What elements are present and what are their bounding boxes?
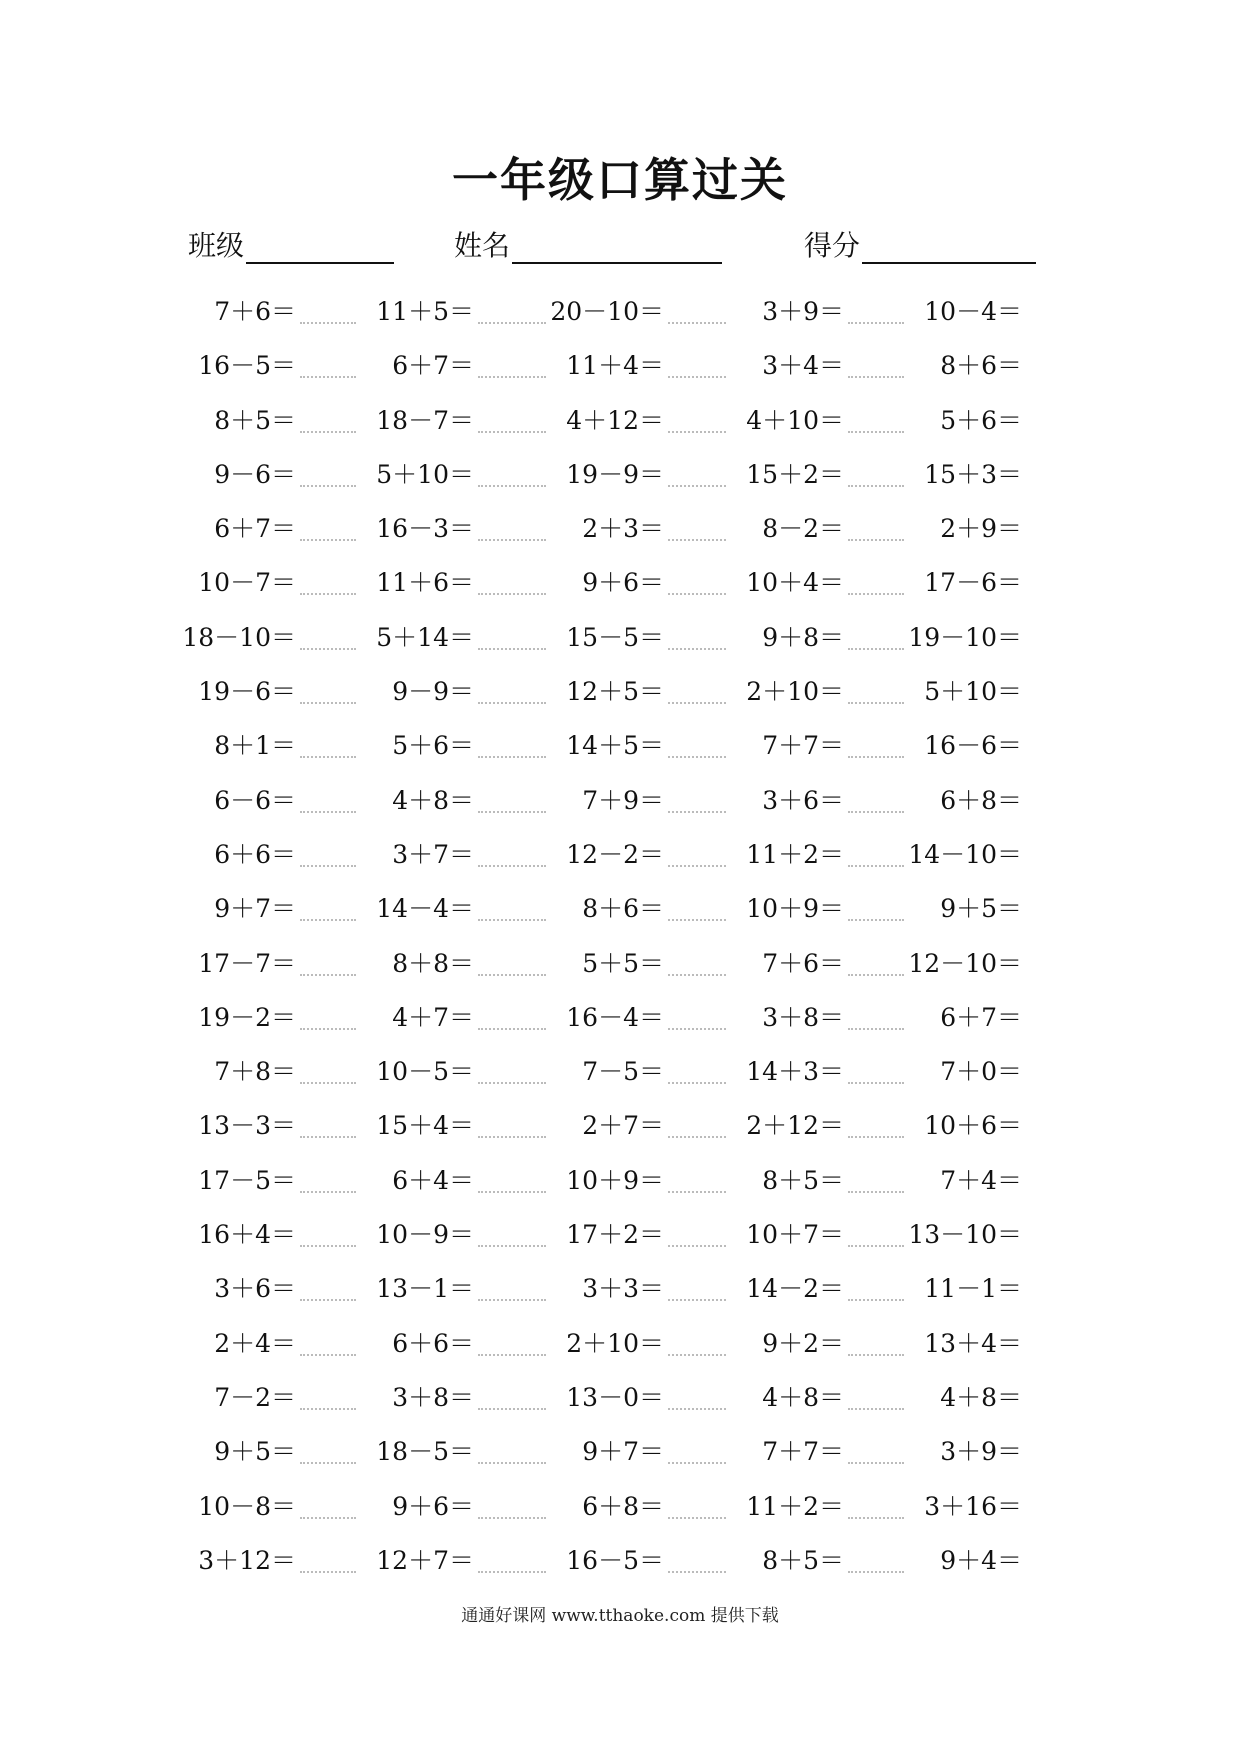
problem-item: 7＋0＝ [940,1057,1022,1087]
answer-dotted-line[interactable] [848,1515,904,1519]
answer-dotted-line[interactable] [668,700,726,704]
problem-item: 15＋2＝ [746,459,844,489]
answer-dotted-line[interactable] [848,1460,904,1464]
problem-item: 8＋5＝ [762,1545,844,1575]
answer-dotted-line[interactable] [668,646,726,650]
answer-dotted-line[interactable] [668,320,726,324]
problem-item: 18－10＝ [182,622,296,652]
problem-item: 19－9＝ [566,459,664,489]
answer-dotted-line[interactable] [300,1080,356,1084]
problem-item: 15＋3＝ [924,459,1022,489]
answer-dotted-line[interactable] [478,591,546,595]
answer-dotted-line[interactable] [848,591,904,595]
problem-item: 15－5＝ [566,622,664,652]
problem-item: 5＋14＝ [376,622,474,652]
problem-item: 10－8＝ [198,1491,296,1521]
problem-item: 17－6＝ [924,568,1022,598]
answer-dotted-line[interactable] [848,700,904,704]
answer-dotted-line[interactable] [668,591,726,595]
problem-item: 4＋12＝ [566,405,664,435]
problem-item: 8－2＝ [762,514,844,544]
answer-dotted-line[interactable] [848,1189,904,1193]
answer-dotted-line[interactable] [300,1297,356,1301]
problem-item: 5＋6＝ [940,405,1022,435]
problem-item: 4＋7＝ [392,1002,474,1032]
answer-dotted-line[interactable] [300,537,356,541]
problem-item: 9＋5＝ [940,894,1022,924]
problem-item: 12＋7＝ [376,1545,474,1575]
answer-dotted-line[interactable] [300,646,356,650]
answer-dotted-line[interactable] [668,1080,726,1084]
answer-dotted-line[interactable] [478,754,546,758]
answer-dotted-line[interactable] [668,1026,726,1030]
problem-row [0,399,1240,453]
answer-dotted-line[interactable] [668,483,726,487]
problem-item: 3＋9＝ [762,297,844,326]
problem-item: 2＋10＝ [746,677,844,707]
problem-item: 8＋5＝ [762,1165,844,1195]
answer-dotted-line[interactable] [478,1026,546,1030]
problem-item: 4＋8＝ [392,785,474,815]
problem-item: 11－1＝ [924,1274,1022,1304]
problem-item: 11＋4＝ [566,351,664,381]
answer-dotted-line[interactable] [300,972,356,976]
page-title: 一年级口算过关 [452,153,788,207]
problem-item: 8＋5＝ [214,405,296,435]
answer-dotted-line[interactable] [848,483,904,487]
problem-item: 12－2＝ [566,839,664,869]
problem-row [0,616,1240,670]
answer-dotted-line[interactable] [300,700,356,704]
problem-row [0,1539,1240,1593]
problem-item: 20－10＝ [550,297,664,326]
problem-item: 10－7＝ [198,568,296,598]
answer-dotted-line[interactable] [668,1134,726,1138]
problem-row [0,1376,1240,1430]
problem-item: 11＋2＝ [746,1491,844,1521]
problem-row [0,942,1240,996]
problem-item: 17－7＝ [198,948,296,978]
problem-item: 18－5＝ [376,1437,474,1467]
problem-item: 16－5＝ [198,351,296,381]
answer-dotted-line[interactable] [668,754,726,758]
answer-dotted-line[interactable] [848,429,904,433]
answer-dotted-line[interactable] [478,537,546,541]
problem-item: 6＋6＝ [392,1328,474,1358]
problem-item: 19－6＝ [198,677,296,707]
problem-grid [0,290,1240,1593]
problem-item: 7－5＝ [582,1057,664,1087]
problem-item: 4＋8＝ [762,1382,844,1412]
problem-item: 3＋6＝ [762,785,844,815]
problem-item: 13－10＝ [908,1220,1022,1250]
problem-item: 9＋4＝ [940,1545,1022,1575]
answer-dotted-line[interactable] [300,591,356,595]
class-label: 班级 [188,229,245,262]
answer-dotted-line[interactable] [300,1243,356,1247]
answer-dotted-line[interactable] [848,1297,904,1301]
problem-item: 10＋6＝ [924,1111,1022,1141]
answer-dotted-line[interactable] [668,537,726,541]
answer-dotted-line[interactable] [478,917,546,921]
problem-item: 9＋5＝ [214,1437,296,1467]
problem-item: 11＋5＝ [376,297,474,326]
problem-item: 18－7＝ [376,405,474,435]
name-field [454,228,722,264]
problem-item: 14－2＝ [746,1274,844,1304]
answer-dotted-line[interactable] [300,863,356,867]
answer-dotted-line[interactable] [848,1026,904,1030]
answer-dotted-line[interactable] [478,1134,546,1138]
problem-item: 2＋7＝ [582,1111,664,1141]
problem-item: 10＋7＝ [746,1220,844,1250]
problem-row [0,1267,1240,1321]
problem-item: 10－5＝ [376,1057,474,1087]
problem-item: 4＋8＝ [940,1382,1022,1412]
answer-dotted-line[interactable] [300,809,356,813]
answer-dotted-line[interactable] [300,429,356,433]
problem-item: 17＋2＝ [566,1220,664,1250]
problem-item: 6＋6＝ [214,839,296,869]
problem-row [0,453,1240,507]
answer-dotted-line[interactable] [300,1189,356,1193]
answer-dotted-line[interactable] [478,1569,546,1573]
problem-item: 7＋6＝ [762,948,844,978]
answer-dotted-line[interactable] [848,863,904,867]
answer-dotted-line[interactable] [848,1080,904,1084]
answer-dotted-line[interactable] [478,483,546,487]
problem-item: 13－1＝ [376,1274,474,1304]
answer-dotted-line[interactable] [668,1515,726,1519]
answer-dotted-line[interactable] [848,917,904,921]
problem-item: 12－10＝ [908,948,1022,978]
problem-item: 7＋7＝ [762,731,844,761]
problem-item: 3＋12＝ [198,1545,296,1575]
problem-item: 6＋8＝ [582,1491,664,1521]
problem-row [0,724,1240,778]
problem-item: 16－6＝ [924,731,1022,761]
answer-dotted-line[interactable] [668,972,726,976]
answer-dotted-line[interactable] [478,1460,546,1464]
problem-row [0,996,1240,1050]
problem-row [0,1322,1240,1376]
answer-dotted-line[interactable] [848,1406,904,1410]
problem-item: 5＋10＝ [924,677,1022,707]
answer-dotted-line[interactable] [848,1134,904,1138]
answer-dotted-line[interactable] [478,1080,546,1084]
answer-dotted-line[interactable] [668,1297,726,1301]
problem-item: 9＋8＝ [762,622,844,652]
answer-dotted-line[interactable] [478,1406,546,1410]
problem-item: 3＋4＝ [762,351,844,381]
answer-dotted-line[interactable] [478,700,546,704]
problem-item: 2＋9＝ [940,514,1022,544]
problem-row [0,507,1240,561]
problem-item: 5＋10＝ [376,459,474,489]
score-label: 得分 [804,229,861,262]
problem-row [0,779,1240,833]
problem-item: 2＋12＝ [746,1111,844,1141]
problem-row [0,290,1240,344]
problem-item: 9－9＝ [392,677,474,707]
problem-item: 6＋4＝ [392,1165,474,1195]
student-info-row [0,228,1240,268]
problem-item: 14＋5＝ [566,731,664,761]
answer-dotted-line[interactable] [300,1460,356,1464]
answer-dotted-line[interactable] [300,374,356,378]
problem-row [0,1159,1240,1213]
problem-item: 16＋4＝ [198,1220,296,1250]
problem-row [0,1213,1240,1267]
problem-item: 2＋3＝ [582,514,664,544]
problem-row [0,1050,1240,1104]
answer-dotted-line[interactable] [478,1515,546,1519]
problem-item: 13－0＝ [566,1382,664,1412]
answer-dotted-line[interactable] [300,1569,356,1573]
problem-item: 9＋7＝ [582,1437,664,1467]
answer-dotted-line[interactable] [478,1243,546,1247]
problem-item: 7－2＝ [214,1382,296,1412]
answer-dotted-line[interactable] [478,1352,546,1356]
answer-dotted-line[interactable] [478,1297,546,1301]
answer-dotted-line[interactable] [478,809,546,813]
problem-item: 16－3＝ [376,514,474,544]
score-blank-line[interactable] [862,228,1036,264]
problem-item: 8＋6＝ [582,894,664,924]
problem-item: 10＋4＝ [746,568,844,598]
problem-row [0,887,1240,941]
problem-item: 5＋6＝ [392,731,474,761]
answer-dotted-line[interactable] [668,374,726,378]
problem-item: 8＋6＝ [940,351,1022,381]
problem-item: 12＋5＝ [566,677,664,707]
answer-dotted-line[interactable] [848,374,904,378]
problem-item: 7＋6＝ [214,297,296,326]
problem-item: 17－5＝ [198,1165,296,1195]
answer-dotted-line[interactable] [668,1406,726,1410]
answer-dotted-line[interactable] [848,754,904,758]
answer-dotted-line[interactable] [478,972,546,976]
answer-dotted-line[interactable] [668,1189,726,1193]
problem-item: 7＋4＝ [940,1165,1022,1195]
answer-dotted-line[interactable] [848,1243,904,1247]
problem-row [0,833,1240,887]
answer-dotted-line[interactable] [668,809,726,813]
name-blank-line[interactable] [512,228,722,264]
problem-item: 9＋7＝ [214,894,296,924]
problem-item: 13＋4＝ [924,1328,1022,1358]
class-field [188,228,394,264]
problem-item: 5＋5＝ [582,948,664,978]
problem-item: 6－6＝ [214,785,296,815]
answer-dotted-line[interactable] [848,972,904,976]
problem-item: 3＋16＝ [924,1491,1022,1521]
problem-item: 9＋2＝ [762,1328,844,1358]
problem-item: 11＋6＝ [376,568,474,598]
problem-item: 15＋4＝ [376,1111,474,1141]
answer-dotted-line[interactable] [848,646,904,650]
problem-item: 9＋6＝ [582,568,664,598]
problem-item: 3＋9＝ [940,1437,1022,1467]
problem-item: 16－5＝ [566,1545,664,1575]
problem-row [0,561,1240,615]
answer-dotted-line[interactable] [478,374,546,378]
problem-item: 19－2＝ [198,1002,296,1032]
problem-row [0,670,1240,724]
name-label: 姓名 [454,229,511,262]
problem-item: 7＋9＝ [582,785,664,815]
answer-dotted-line[interactable] [300,1352,356,1356]
problem-item: 14－10＝ [908,839,1022,869]
problem-item: 6＋7＝ [940,1002,1022,1032]
problem-item: 7＋7＝ [762,1437,844,1467]
answer-dotted-line[interactable] [848,809,904,813]
answer-dotted-line[interactable] [848,320,904,324]
problem-item: 16－4＝ [566,1002,664,1032]
problem-item: 6＋7＝ [392,351,474,381]
answer-dotted-line[interactable] [478,1189,546,1193]
problem-item: 14＋3＝ [746,1057,844,1087]
answer-dotted-line[interactable] [668,1352,726,1356]
problem-item: 2＋4＝ [214,1328,296,1358]
problem-item: 10＋9＝ [746,894,844,924]
answer-dotted-line[interactable] [668,1460,726,1464]
answer-dotted-line[interactable] [668,1569,726,1573]
problem-item: 2＋10＝ [566,1328,664,1358]
problem-item: 3＋8＝ [762,1002,844,1032]
answer-dotted-line[interactable] [668,863,726,867]
problem-item: 3＋8＝ [392,1382,474,1412]
problem-item: 10－4＝ [924,297,1022,326]
answer-dotted-line[interactable] [300,483,356,487]
problem-item: 3＋7＝ [392,839,474,869]
answer-dotted-line[interactable] [848,1569,904,1573]
answer-dotted-line[interactable] [478,320,546,324]
answer-dotted-line[interactable] [300,1134,356,1138]
problem-item: 11＋2＝ [746,839,844,869]
problem-item: 8＋1＝ [214,731,296,761]
problem-item: 13－3＝ [198,1111,296,1141]
class-blank-line[interactable] [246,228,394,264]
answer-dotted-line[interactable] [668,1243,726,1247]
problem-row [0,1104,1240,1158]
problem-item: 6＋7＝ [214,514,296,544]
problem-item: 7＋8＝ [214,1057,296,1087]
answer-dotted-line[interactable] [478,646,546,650]
answer-dotted-line[interactable] [300,1406,356,1410]
problem-item: 10－9＝ [376,1220,474,1250]
problem-item: 4＋10＝ [746,405,844,435]
score-field [804,228,1036,264]
answer-dotted-line[interactable] [848,537,904,541]
answer-dotted-line[interactable] [478,863,546,867]
problem-row [0,1485,1240,1539]
answer-dotted-line[interactable] [300,754,356,758]
answer-dotted-line[interactable] [668,429,726,433]
answer-dotted-line[interactable] [300,320,356,324]
problem-item: 9－6＝ [214,459,296,489]
answer-dotted-line[interactable] [478,429,546,433]
problem-item: 6＋8＝ [940,785,1022,815]
answer-dotted-line[interactable] [300,1515,356,1519]
answer-dotted-line[interactable] [300,917,356,921]
answer-dotted-line[interactable] [300,1026,356,1030]
problem-item: 9＋6＝ [392,1491,474,1521]
problem-item: 8＋8＝ [392,948,474,978]
problem-item: 3＋3＝ [582,1274,664,1304]
problem-item: 3＋6＝ [214,1274,296,1304]
problem-row [0,344,1240,398]
problem-item: 19－10＝ [908,622,1022,652]
problem-item: 10＋9＝ [566,1165,664,1195]
footer-credit: 通通好课网 www.tthaoke.com 提供下载 [461,1606,779,1626]
problem-row [0,1430,1240,1484]
answer-dotted-line[interactable] [848,1352,904,1356]
answer-dotted-line[interactable] [668,917,726,921]
problem-item: 14－4＝ [376,894,474,924]
